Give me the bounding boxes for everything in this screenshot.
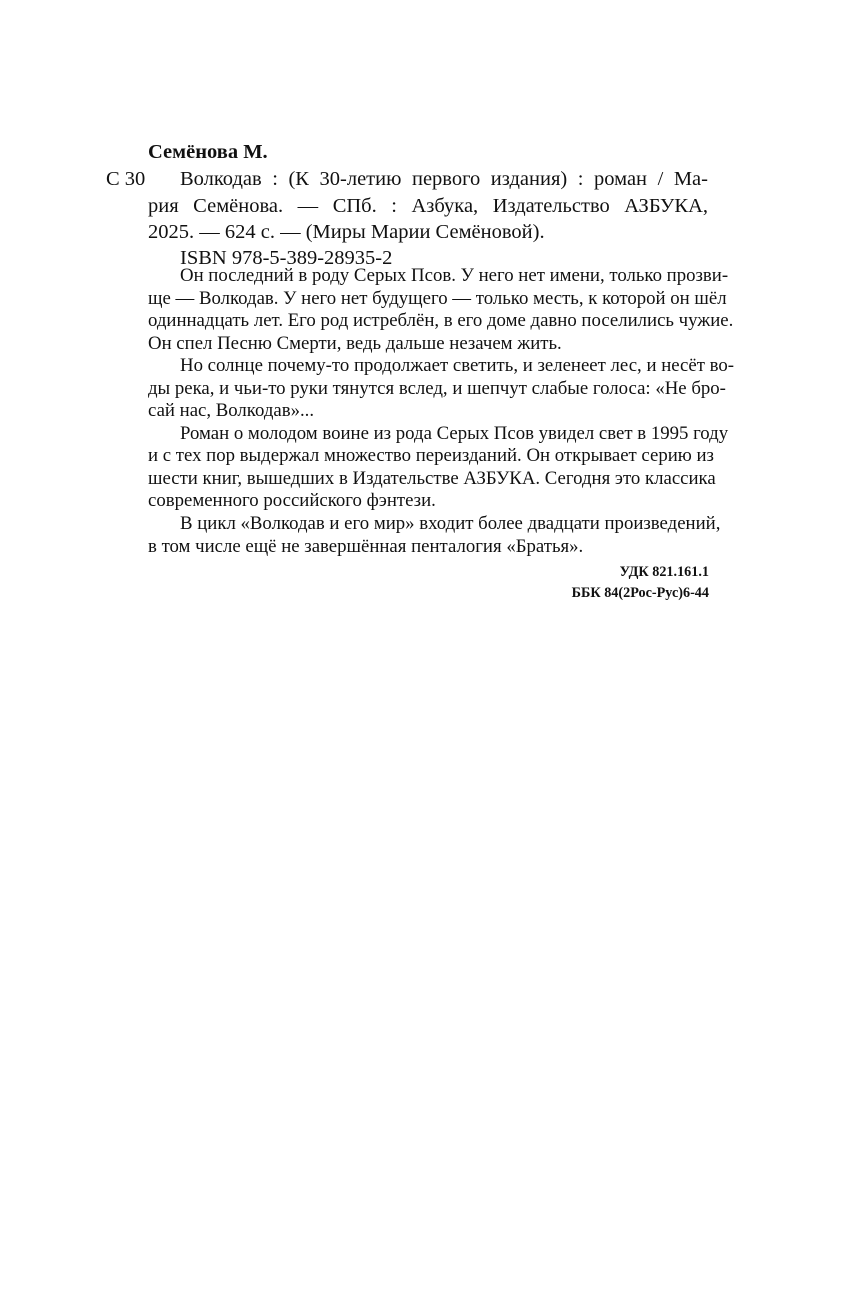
description-line-1: Волкодав : (К 30-летию первого издания) : роман / Ма- xyxy=(180,168,708,190)
annotation-line-6: ды река, и чьи-то руки тянутся вслед, и шепчут слабые голоса: «Не бро- xyxy=(148,378,726,399)
author-heading: Семёнова М. xyxy=(148,141,268,163)
annotation-line-10: шести книг, вышедших в Издательстве АЗБУКА. Сегодня это классика xyxy=(148,468,716,489)
annotation-line-11: современного российского фэнтези. xyxy=(148,490,436,511)
annotation-line-12: В цикл «Волкодав и его мир» входит более двадцати произведений, xyxy=(180,513,721,534)
annotation-line-8: Роман о молодом воине из рода Серых Псов увидел свет в 1995 году xyxy=(180,423,729,444)
annotation-line-2: ще — Волкодав. У него нет будущего — только месть, к которой он шёл xyxy=(148,288,727,309)
bbk-code: ББК 84(2Рос-Рус)6-44 xyxy=(571,585,709,601)
catalog-code: С 30 xyxy=(106,168,146,190)
annotation-line-5: Но солнце почему-то продолжает светить, и зеленеет лес, и несёт во- xyxy=(180,355,735,376)
isbn: ISBN 978-5-389-28935-2 xyxy=(180,247,393,269)
description-line-2: рия Семёнова. — СПб. : Азбука, Издательство АЗБУКА, xyxy=(148,195,708,217)
annotation-line-4: Он спел Песню Смерти, ведь дальше незачем жить. xyxy=(148,333,562,354)
udk-code: УДК 821.161.1 xyxy=(619,564,709,580)
annotation-line-1: Он последний в роду Серых Псов. У него нет имени, только прозви- xyxy=(180,265,729,286)
annotation-line-13: в том числе ещё не завершённая пенталогия «Братья». xyxy=(148,536,584,557)
annotation-line-7: сай нас, Волкодав»... xyxy=(148,400,315,421)
annotation-line-9: и с тех пор выдержал множество переизданий. Он открывает серию из xyxy=(148,445,714,466)
description-line-3: 2025. — 624 с. — (Миры Марии Семёновой). xyxy=(148,221,545,243)
annotation-line-3: одиннадцать лет. Его род истреблён, в его доме давно поселились чужие. xyxy=(148,310,734,331)
